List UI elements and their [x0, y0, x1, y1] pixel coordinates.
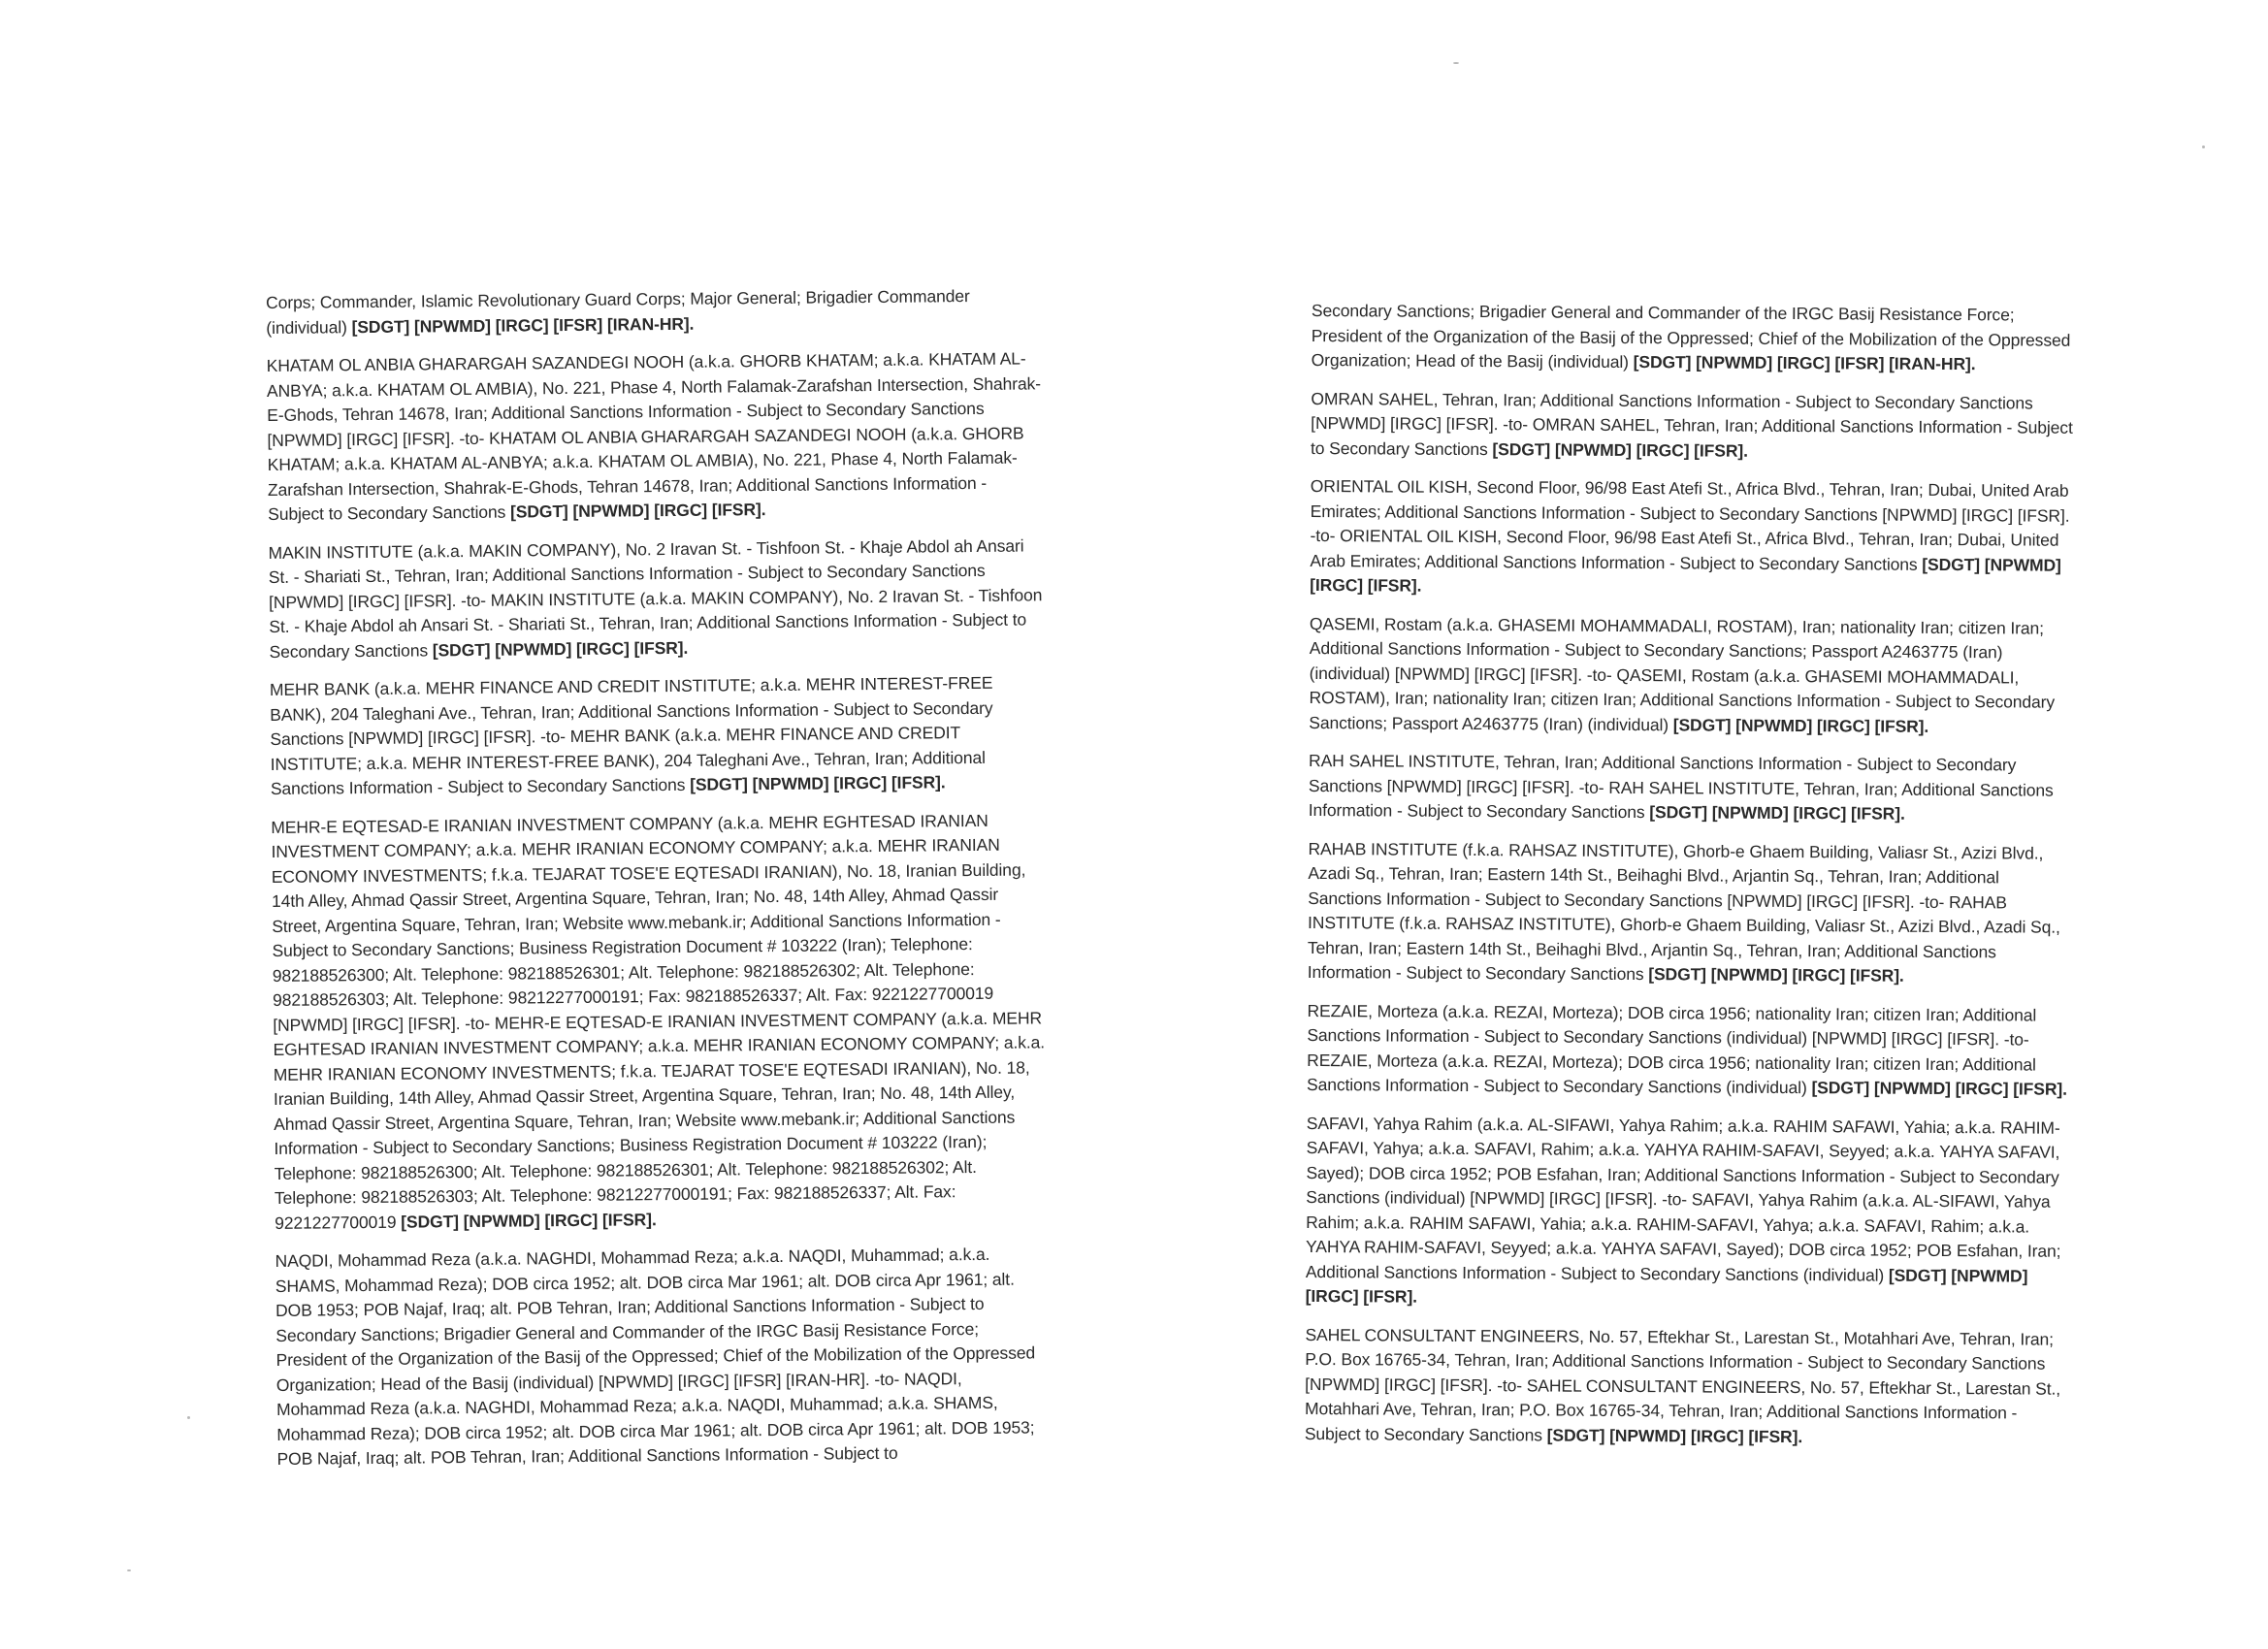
entry-khatam-ol-anbia [267, 346, 1045, 527]
entry-oriental-oil-kish [1310, 474, 2079, 602]
entry-tags: [SDGT] [NPWMD] [IRGC] [IFSR]. [509, 500, 766, 522]
entry-rahab-institute [1308, 836, 2077, 989]
entry-sahel-consultant-engineers [1305, 1322, 2074, 1450]
entry-text: SAFAVI, Yahya Rahim (a.k.a. AL-SIFAWI, Yahya Rahim; a.k.a. RAHIM SAFAWI, Yahia; a.k.a. RAHIM-SAFAVI, Yahya; a.k.a. SAFAVI, Rahim; a.k.a. YAHYA RAHIM-SAFAVI, Seyyed; a.k.a. YAHYA SAFAVI, Sayed); DOB circa 1952; POB Esfahan, Iran; Additional Sanctions Information - Subject to Secondary Sanctions (individual) [NPWMD] [IRGC] [IFSR]. -to- SAFAVI, Yahya Rahim (a.k.a. AL-SIFAWI, Yahya Rahim; a.k.a. RAHIM SAFAWI, Yahia; a.k.a. RAHIM-SAFAVI, Yahya; a.k.a. SAFAVI, Rahim; a.k.a. YAHYA RAHIM-SAFAVI, Seyyed; a.k.a. YAHYA SAFAVI, Sayed); DOB circa 1952; POB Esfahan, Iran; Additional Sanctions Information - Subject to Secondary Sanctions (individual) [1305, 1113, 2061, 1285]
entry-text: REZAIE, Morteza (a.k.a. REZAI, Morteza); DOB circa 1956; nationality Iran; citizen Iran; Additional Sanctions Information - Subject to Secondary Sanctions (individual) [NPWMD] [IRGC] [IFSR]. -to- REZAIE, Morteza (a.k.a. REZAI, Morteza); DOB circa 1956; nationality Iran; citizen Iran; Additional Sanctions Information - Subject to Secondary Sanctions (individual) [1306, 1000, 2037, 1098]
left-text-column [266, 283, 1053, 1485]
entry-tags: [SDGT] [NPWMD] [IRGC] [IFSR] [IRAN-HR]. [351, 313, 695, 337]
entry-text: RAHAB INSTITUTE (f.k.a. RAHSAZ INSTITUTE), Ghorb-e Ghaem Building, Valiasr St., Azizi Blvd., Azadi Sq., Tehran, Iran; Eastern 14th St., Beihaghi Blvd., Arjantin Sq., Tehran, Iran; Additional Sanctions Information - Subject to Secondary Sanctions [NPWMD] [IRGC] [IFSR]. -to- RAHAB INSTITUTE (f.k.a. RAHSAZ INSTITUTE), Ghorb-e Ghaem Building, Valiasr St., Azizi Blvd., Azadi Sq., Tehran, Iran; Eastern 14th St., Beihaghi Blvd., Arjantin Sq., Tehran, Iran; Additional Sanctions Information - Subject to Secondary Sanctions [1307, 838, 2060, 985]
entry-tags: [SDGT] [NPWMD] [IRGC] [IFSR]. [401, 1209, 657, 1232]
entry-mehr-e-eqtesad [271, 808, 1051, 1236]
entry-text: OMRAN SAHEL, Tehran, Iran; Additional Sanctions Information - Subject to Secondary Sanctions [NPWMD] [IRGC] [IFSR]. -to- OMRAN SAHEL, Tehran, Iran; Additional Sanctions Information - Subject to Secondary Sanctions [1311, 388, 2073, 459]
scan-speck [127, 1569, 131, 1571]
entry-text: ORIENTAL OIL KISH, Second Floor, 96/98 East Atefi St., Africa Blvd., Tehran, Iran; Dubai, United Arab Emirates; Additional Sanctions Information - Subject to Secondary Sanctions [NPWMD] [IRGC] [IFSR]. -to- ORIENTAL OIL KISH, Second Floor, 96/98 East Atefi St., Africa Blvd., Tehran, Iran; Dubai, United Arab Emirates; Additional Sanctions Information - Subject to Secondary Sanctions [1310, 475, 2070, 574]
scan-speck [1453, 62, 1459, 64]
entry-irgc-commander-continued [266, 283, 1042, 340]
entry-tags: [SDGT] [NPWMD] [IRGC] [IFSR] [IRAN-HR]. [1633, 352, 1976, 374]
entry-mehr-bank [270, 670, 1047, 801]
entry-qasemi-rostam [1309, 611, 2078, 739]
entry-text: NAQDI, Mohammad Reza (a.k.a. NAGHDI, Mohammad Reza; a.k.a. NAQDI, Muhammad; a.k.a. SHAMS, Mohammad Reza); DOB circa 1952; alt. DOB circa Mar 1961; alt. DOB circa Apr 1961; alt. DOB 1953; POB Najaf, Iraq; alt. POB Tehran, Iran; Additional Sanctions Information - Subject to Secondary Sanctions; Brigadier General and Commander of the IRGC Basij Resistance Force; President of the Organization of the Basij of the Oppressed; Chief of the Mobilization of the Oppressed Organization; Head of the Basij (individual) [NPWMD] [IRGC] [IFSR] [IRAN-HR]. -to- NAQDI, Mohammad Reza (a.k.a. NAGHDI, Mohammad Reza; a.k.a. NAQDI, Muhammad; a.k.a. SHAMS, Mohammad Reza); DOB circa 1952; alt. DOB circa Mar 1961; alt. DOB circa Apr 1961; alt. DOB 1953; POB Najaf, Iraq; alt. POB Tehran, Iran; Additional Sanctions Information - Subject to [275, 1244, 1036, 1469]
entry-tags: [SDGT] [NPWMD] [IRGC] [IFSR]. [1649, 802, 1905, 824]
entry-tags: [SDGT] [NPWMD] [IRGC] [IFSR]. [1672, 714, 1929, 736]
entry-tags: [SDGT] [NPWMD] [IRGC] [IFSR]. [1648, 964, 1904, 986]
entry-tags: [SDGT] [NPWMD] [IRGC] [IFSR]. [1305, 1265, 2028, 1307]
entry-text: MEHR-E EQTESAD-E IRANIAN INVESTMENT COMPANY (a.k.a. MEHR EGHTESAD IRANIAN INVESTMENT COMPANY; a.k.a. MEHR IRANIAN ECONOMY COMPANY; a.k.a. MEHR IRANIAN ECONOMY INVESTMENTS; f.k.a. TEJARAT TOSE'E EQTESADI IRANIAN), No. 18, Iranian Building, 14th Alley, Ahmad Qassir Street, Argentina Square, Tehran, Iran; No. 48, 14th Alley, Ahmad Qassir Street, Argentina Square, Tehran, Iran; Website www.mebank.ir; Additional Sanctions Information - Subject to Secondary Sanctions; Business Registration Document # 103222 (Iran); Telephone: 982188526300; Alt. Telephone: 982188526301; Alt. Telephone: 982188526302; Alt. Telephone: 982188526303; Alt. Telephone: 98212277000191; Fax: 982188526337; Alt. Fax: 9221227700019 [NPWMD] [IRGC] [IFSR]. -to- MEHR-E EQTESAD-E IRANIAN INVESTMENT COMPANY (a.k.a. MEHR EGHTESAD IRANIAN INVESTMENT COMPANY; a.k.a. MEHR IRANIAN ECONOMY COMPANY; a.k.a. MEHR IRANIAN ECONOMY INVESTMENTS; f.k.a. TEJARAT TOSE'E EQTESADI IRANIAN), No. 18, Iranian Building, 14th Alley, Ahmad Qassir Street, Argentina Square, Tehran, Iran; No. 48, 14th Alley, Ahmad Qassir Street, Argentina Square, Tehran, Iran; Website www.mebank.ir; Additional Sanctions Information - Subject to Secondary Sanctions; Business Registration Document # 103222 (Iran); Telephone: 982188526300; Alt. Telephone: 982188526301; Alt. Telephone: 982188526302; Alt. Telephone: 982188526303; Alt. Telephone: 98212277000191; Fax: 982188526337; Alt. Fax: 9221227700019 [271, 810, 1046, 1233]
entry-tags: [SDGT] [NPWMD] [IRGC] [IFSR]. [1811, 1078, 2067, 1099]
entry-text: RAH SAHEL INSTITUTE, Tehran, Iran; Additional Sanctions Information - Subject to Secondary Sanctions [NPWMD] [IRGC] [IFSR]. -to- RAH SAHEL INSTITUTE, Tehran, Iran; Additional Sanctions Information - Subject to Secondary Sanctions [1308, 750, 2054, 823]
entry-text: Secondary Sanctions; Brigadier General and Commander of the IRGC Basij Resistance Force; President of the Organization of the Basij of the Oppressed; Chief of the Mobilization of the Oppressed Organization; Head of the Basij (individual) [1311, 300, 2071, 372]
entry-naqdi-mohammad-reza [275, 1242, 1053, 1471]
entry-tags: [SDGT] [NPWMD] [IRGC] [IFSR]. [1546, 1425, 1803, 1446]
entry-rezaie-morteza [1307, 998, 2076, 1102]
entry-text: MAKIN INSTITUTE (a.k.a. MAKIN COMPANY), No. 2 Iravan St. - Tishfoon St. - Khaje Abdol ah Ansari St. - Shariati St., Tehran, Iran; Additional Sanctions Information - Subject to Secondary Sanctions [NPWMD] [IRGC] [IFSR]. -to- MAKIN INSTITUTE (a.k.a. MAKIN COMPANY), No. 2 Iravan St. - Tishfoon St. - Khaje Abdol ah Ansari St. - Shariati St., Tehran, Iran; Additional Sanctions Information - Subject to Secondary Sanctions [268, 535, 1043, 662]
entry-makin-institute [268, 534, 1045, 664]
entry-tags: [SDGT] [NPWMD] [IRGC] [IFSR]. [690, 772, 946, 794]
entry-text: SAHEL CONSULTANT ENGINEERS, No. 57, Eftekhar St., Larestan St., Motahhari Ave, Tehran, Iran; P.O. Box 16765-34, Tehran, Iran; Additional Sanctions Information - Subject to Secondary Sanctions [NPWMD] [IRGC] [IFSR]. -to- SAHEL CONSULTANT ENGINEERS, No. 57, Eftekhar St., Larestan St., Motahhari Ave, Tehran, Iran; P.O. Box 16765-34, Tehran, Iran; Additional Sanctions Information - Subject to Secondary Sanctions [1304, 1324, 2061, 1445]
scan-speck [187, 1416, 190, 1419]
entry-naqdi-continued [1312, 299, 2080, 377]
entry-text: Corps; Commander, Islamic Revolutionary Guard Corps; Major General; Brigadier Commander (individual) [266, 286, 970, 338]
entry-text: MEHR BANK (a.k.a. MEHR FINANCE AND CREDIT INSTITUTE; a.k.a. MEHR INTEREST-FREE BANK), 204 Taleghani Ave., Tehran, Iran; Additional Sanctions Information - Subject to Secondary Sanctions [NPWMD] [IRGC] [IFSR]. -to- MEHR BANK (a.k.a. MEHR FINANCE AND CREDIT INSTITUTE; a.k.a. MEHR INTEREST-FREE BANK), 204 Taleghani Ave., Tehran, Iran; Additional Sanctions Information - Subject to Secondary Sanctions [269, 672, 993, 798]
entry-tags: [SDGT] [NPWMD] [IRGC] [IFSR]. [432, 637, 689, 660]
entry-safavi-yahya-rahim [1306, 1111, 2075, 1313]
entry-omran-sahel [1311, 386, 2079, 465]
entry-rah-sahel-institute [1309, 749, 2077, 827]
entry-tags: [SDGT] [NPWMD] [IRGC] [IFSR]. [1492, 438, 1748, 461]
right-text-column [1305, 299, 2080, 1465]
entry-text: KHATAM OL ANBIA GHARARGAH SAZANDEGI NOOH (a.k.a. GHORB KHATAM; a.k.a. KHATAM AL-ANBYA; a.k.a. KHATAM OL AMBIA), No. 221, Phase 4, North Falamak-Zarafshan Intersection, Shahrak-E-Ghods, Tehran 14678, Iran; Additional Sanctions Information - Subject to Secondary Sanctions [NPWMD] [IRGC] [IFSR]. -to- KHATAM OL ANBIA GHARARGAH SAZANDEGI NOOH (a.k.a. GHORB KHATAM; a.k.a. KHATAM AL-ANBYA; a.k.a. KHATAM OL AMBIA), No. 221, Phase 4, North Falamak-Zarafshan Intersection, Shahrak-E-Ghods, Tehran 14678, Iran; Additional Sanctions Information - Subject to Secondary Sanctions [266, 348, 1042, 524]
scan-speck [2202, 146, 2205, 148]
entry-tags: [SDGT] [NPWMD] [IRGC] [IFSR]. [1310, 554, 2061, 596]
entry-text: QASEMI, Rostam (a.k.a. GHASEMI MOHAMMADALI, ROSTAM), Iran; nationality Iran; citizen Iran; Additional Sanctions Information - Subject to Secondary Sanctions; Passport A2463775 (Iran) (individual) [NPWMD] [IRGC] [IFSR]. -to- QASEMI, Rostam (a.k.a. GHASEMI MOHAMMADALI, ROSTAM), Iran; nationality Iran; citizen Iran; Additional Sanctions Information - Subject to Secondary Sanctions; Passport A2463775 (Iran) (individual) [1309, 613, 2056, 734]
